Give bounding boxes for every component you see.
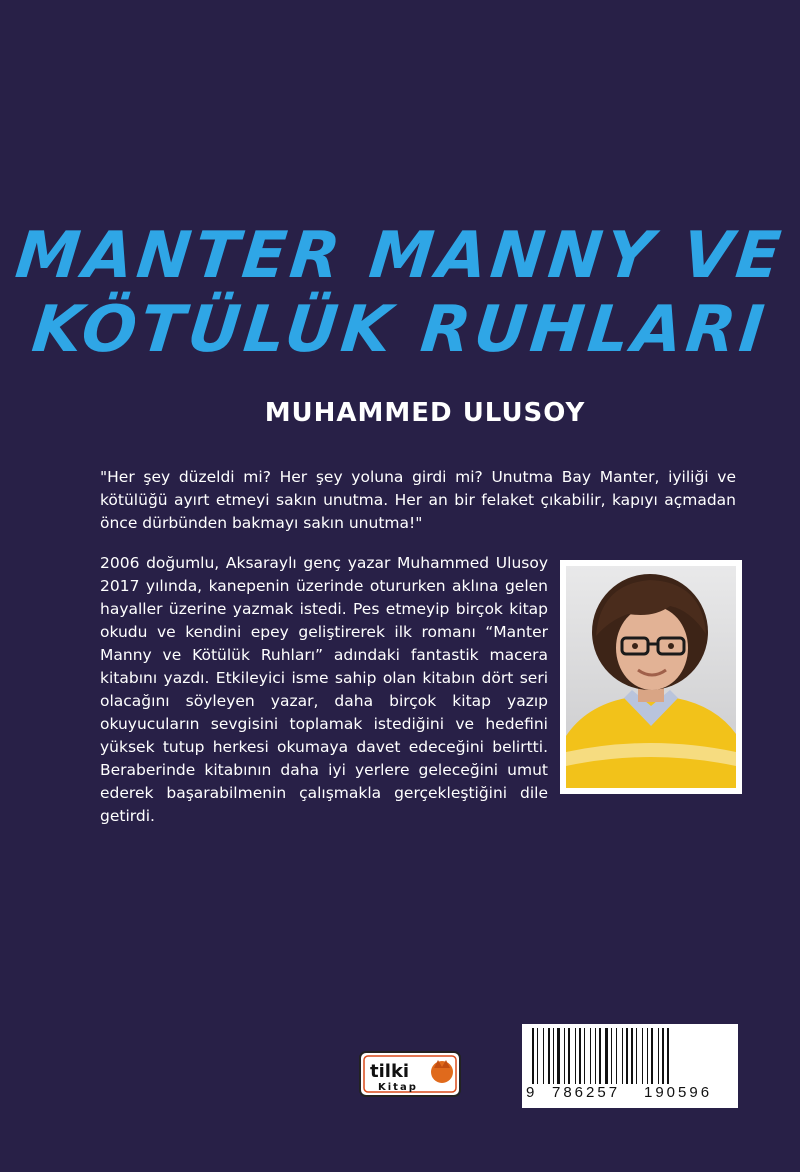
barcode-bar xyxy=(599,1028,601,1084)
barcode-bar xyxy=(605,1028,608,1084)
author-name: MUHAMMED ULUSOY xyxy=(264,398,586,428)
barcode-bars xyxy=(528,1028,732,1084)
barcode-bar xyxy=(568,1028,570,1084)
barcode-right-group: 190596 xyxy=(644,1084,713,1101)
barcode-bar xyxy=(658,1028,659,1084)
publisher-logo xyxy=(358,1050,468,1100)
barcode-bar xyxy=(616,1028,617,1084)
barcode-bar xyxy=(543,1028,544,1084)
barcode-bar xyxy=(667,1028,669,1084)
barcode-left-group: 786257 xyxy=(552,1084,621,1101)
barcode-bar xyxy=(647,1028,648,1084)
barcode-bar xyxy=(642,1028,643,1084)
barcode-bar xyxy=(564,1028,565,1084)
barcode-bar xyxy=(579,1028,581,1084)
barcode-bar xyxy=(622,1028,623,1084)
barcode-bar xyxy=(651,1028,653,1084)
barcode-bar xyxy=(626,1028,628,1084)
author-photo xyxy=(560,560,742,794)
barcode-bar xyxy=(631,1028,633,1084)
fox-icon xyxy=(431,1061,453,1083)
book-title-line-2: KÖTÜLÜK RUHLARI xyxy=(28,293,772,367)
blurb-quote: "Her şey düzeldi mi? Her şey yoluna girdi mi? Unutma Bay Manter, iyiliği ve kötülüğü ayırt etmeyi sakın unutma. Her an bir felaket çıkabilir, kapıyı açmadan önce dürbünden bakmayı sakın unutma!" xyxy=(100,468,736,532)
author-bio: 2006 doğumlu, Aksaraylı genç yazar Muhammed Ulusoy 2017 yılında, kanepenin üzerinde otururken aklına gelen hayaller üzerine yazmak istedi. Pes etmeyip birçok kitap okudu ve kendini epey geliştirerek ilk romanı “Manter Manny ve Kötülük Ruhları” adındaki fantastik macera kitabını yazdı. Etkileyici isme sahip olan kitabın dört seri olacağını söyleyen yazar, daha birçok kitap yazıp okuyucuların sevgisini toplamak istediğini ve hedefini yüksek tutup herkesi okumaya davet edeceğini belirtti. Beraberinde kitabının daha iyi yerlere geleceğini umut ederek başarabilmenin çalışmakla gerçekleştiğini dile getirdi. xyxy=(100,554,548,825)
barcode-bar xyxy=(584,1028,585,1084)
barcode-bar xyxy=(611,1028,612,1084)
barcode-bar xyxy=(537,1028,538,1084)
author-portrait-image xyxy=(566,566,736,788)
isbn-barcode xyxy=(522,1024,738,1108)
barcode-bar xyxy=(662,1028,664,1084)
barcode-bar xyxy=(590,1028,591,1084)
barcode-bar xyxy=(636,1028,637,1084)
barcode-first-digit: 9 xyxy=(526,1084,535,1101)
book-title-line-1: MANTER MANNY VE xyxy=(12,219,788,293)
barcode-bar xyxy=(557,1028,560,1084)
publisher-name-bottom: Kitap xyxy=(378,1082,418,1093)
barcode-bar xyxy=(548,1028,550,1084)
barcode-bar xyxy=(575,1028,576,1084)
publisher-name-top: tilki xyxy=(370,1061,410,1082)
barcode-bar xyxy=(553,1028,554,1084)
barcode-bar xyxy=(532,1028,534,1084)
barcode-bar xyxy=(595,1028,596,1084)
